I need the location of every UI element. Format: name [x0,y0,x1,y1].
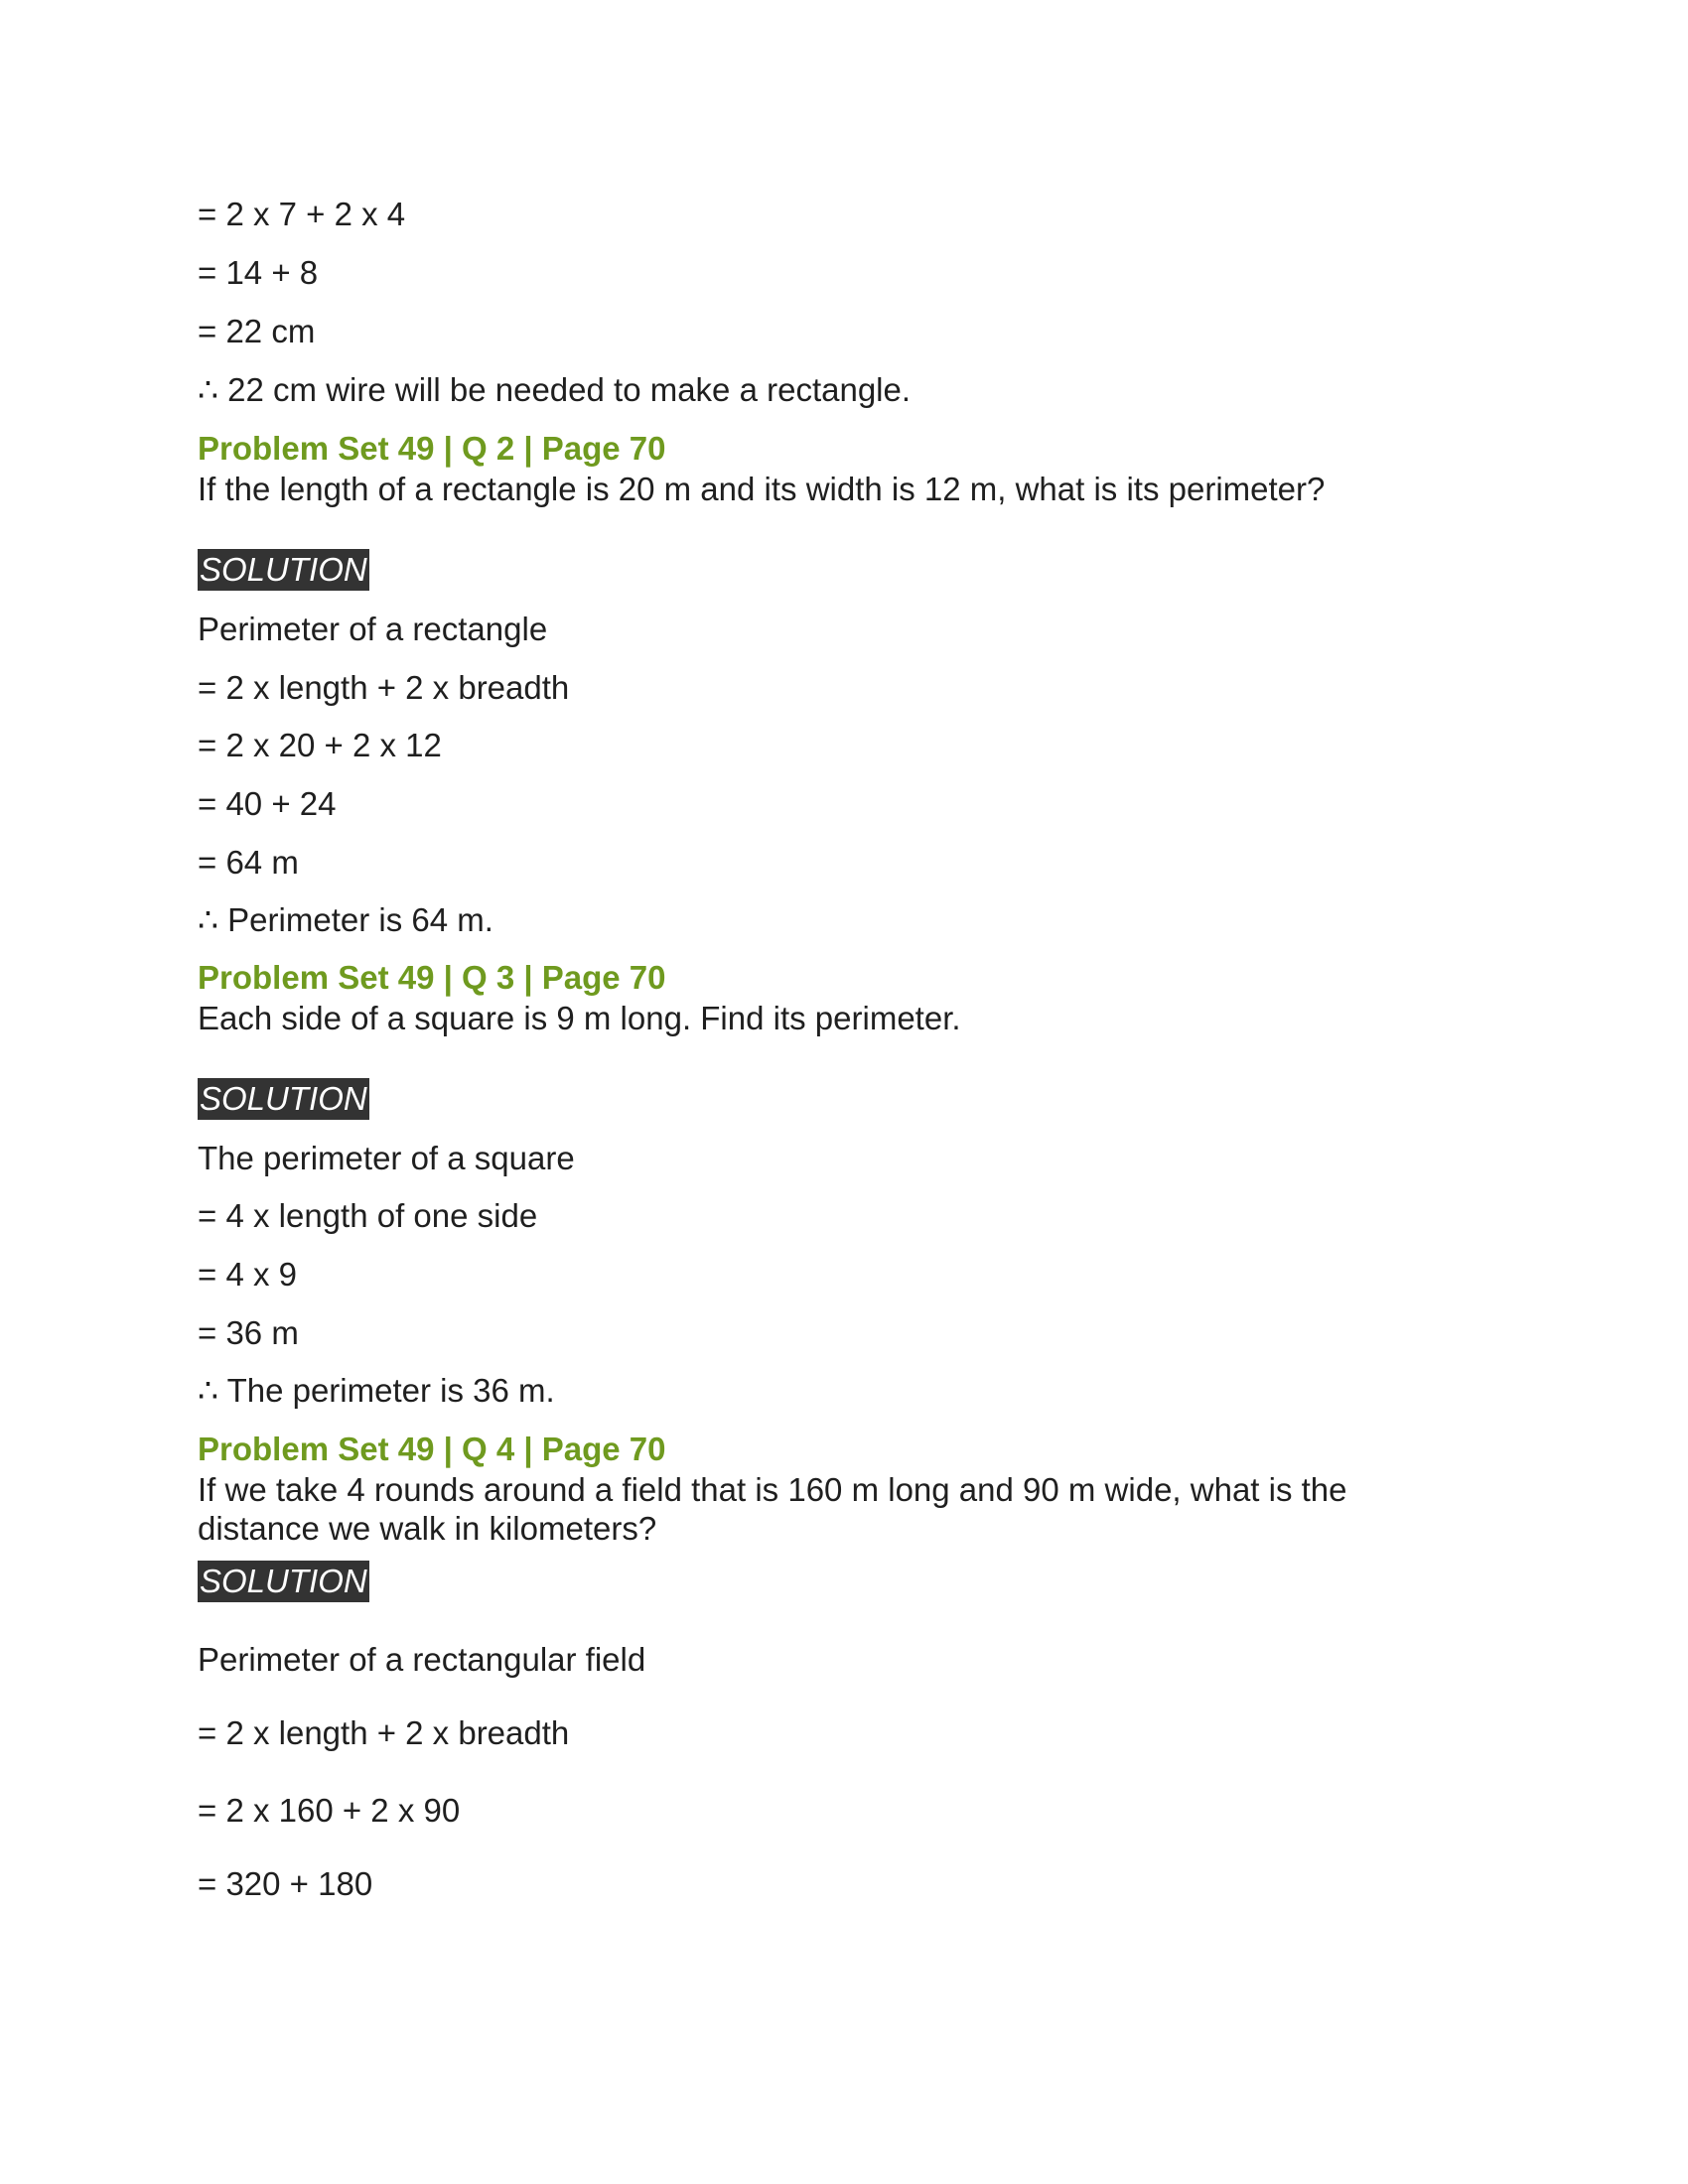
solution-step: = 4 x 9 [198,1256,297,1293]
solution-step: = 2 x length + 2 x breadth [198,669,570,706]
calc-line: = 22 cm [198,313,316,349]
solution-label: SOLUTION [198,1561,369,1602]
solution-label: SOLUTION [198,549,369,591]
conclusion-line: ∴ 22 cm wire will be needed to make a rectangle. [198,371,912,408]
solution-step: = 36 m [198,1314,299,1351]
solution-step: Perimeter of a rectangle [198,611,548,647]
conclusion-line: ∴ The perimeter is 36 m. [198,1372,555,1409]
question-text: distance we walk in kilometers? [198,1510,657,1547]
solution-step: = 320 + 180 [198,1865,373,1902]
solution-step: The perimeter of a square [198,1140,575,1176]
solution-step: Perimeter of a rectangular field [198,1641,646,1678]
solution-step: = 2 x 160 + 2 x 90 [198,1792,461,1829]
question-text: If the length of a rectangle is 20 m and its width is 12 m, what is its perimeter? [198,471,1326,507]
problem-heading: Problem Set 49 | Q 4 | Page 70 [198,1431,666,1467]
solution-step: = 40 + 24 [198,785,337,822]
solution-step: = 2 x 20 + 2 x 12 [198,727,442,763]
calc-line: = 14 + 8 [198,254,319,291]
question-text: Each side of a square is 9 m long. Find its perimeter. [198,1000,961,1036]
solution-step: = 2 x length + 2 x breadth [198,1714,570,1751]
solution-label: SOLUTION [198,1078,369,1120]
problem-heading: Problem Set 49 | Q 2 | Page 70 [198,430,666,467]
question-text: If we take 4 rounds around a field that is 160 m long and 90 m wide, what is the [198,1471,1347,1508]
solution-step: = 64 m [198,844,299,881]
problem-heading: Problem Set 49 | Q 3 | Page 70 [198,959,666,996]
calc-line: = 2 x 7 + 2 x 4 [198,196,406,232]
conclusion-line: ∴ Perimeter is 64 m. [198,901,493,938]
solution-step: = 4 x length of one side [198,1197,538,1234]
